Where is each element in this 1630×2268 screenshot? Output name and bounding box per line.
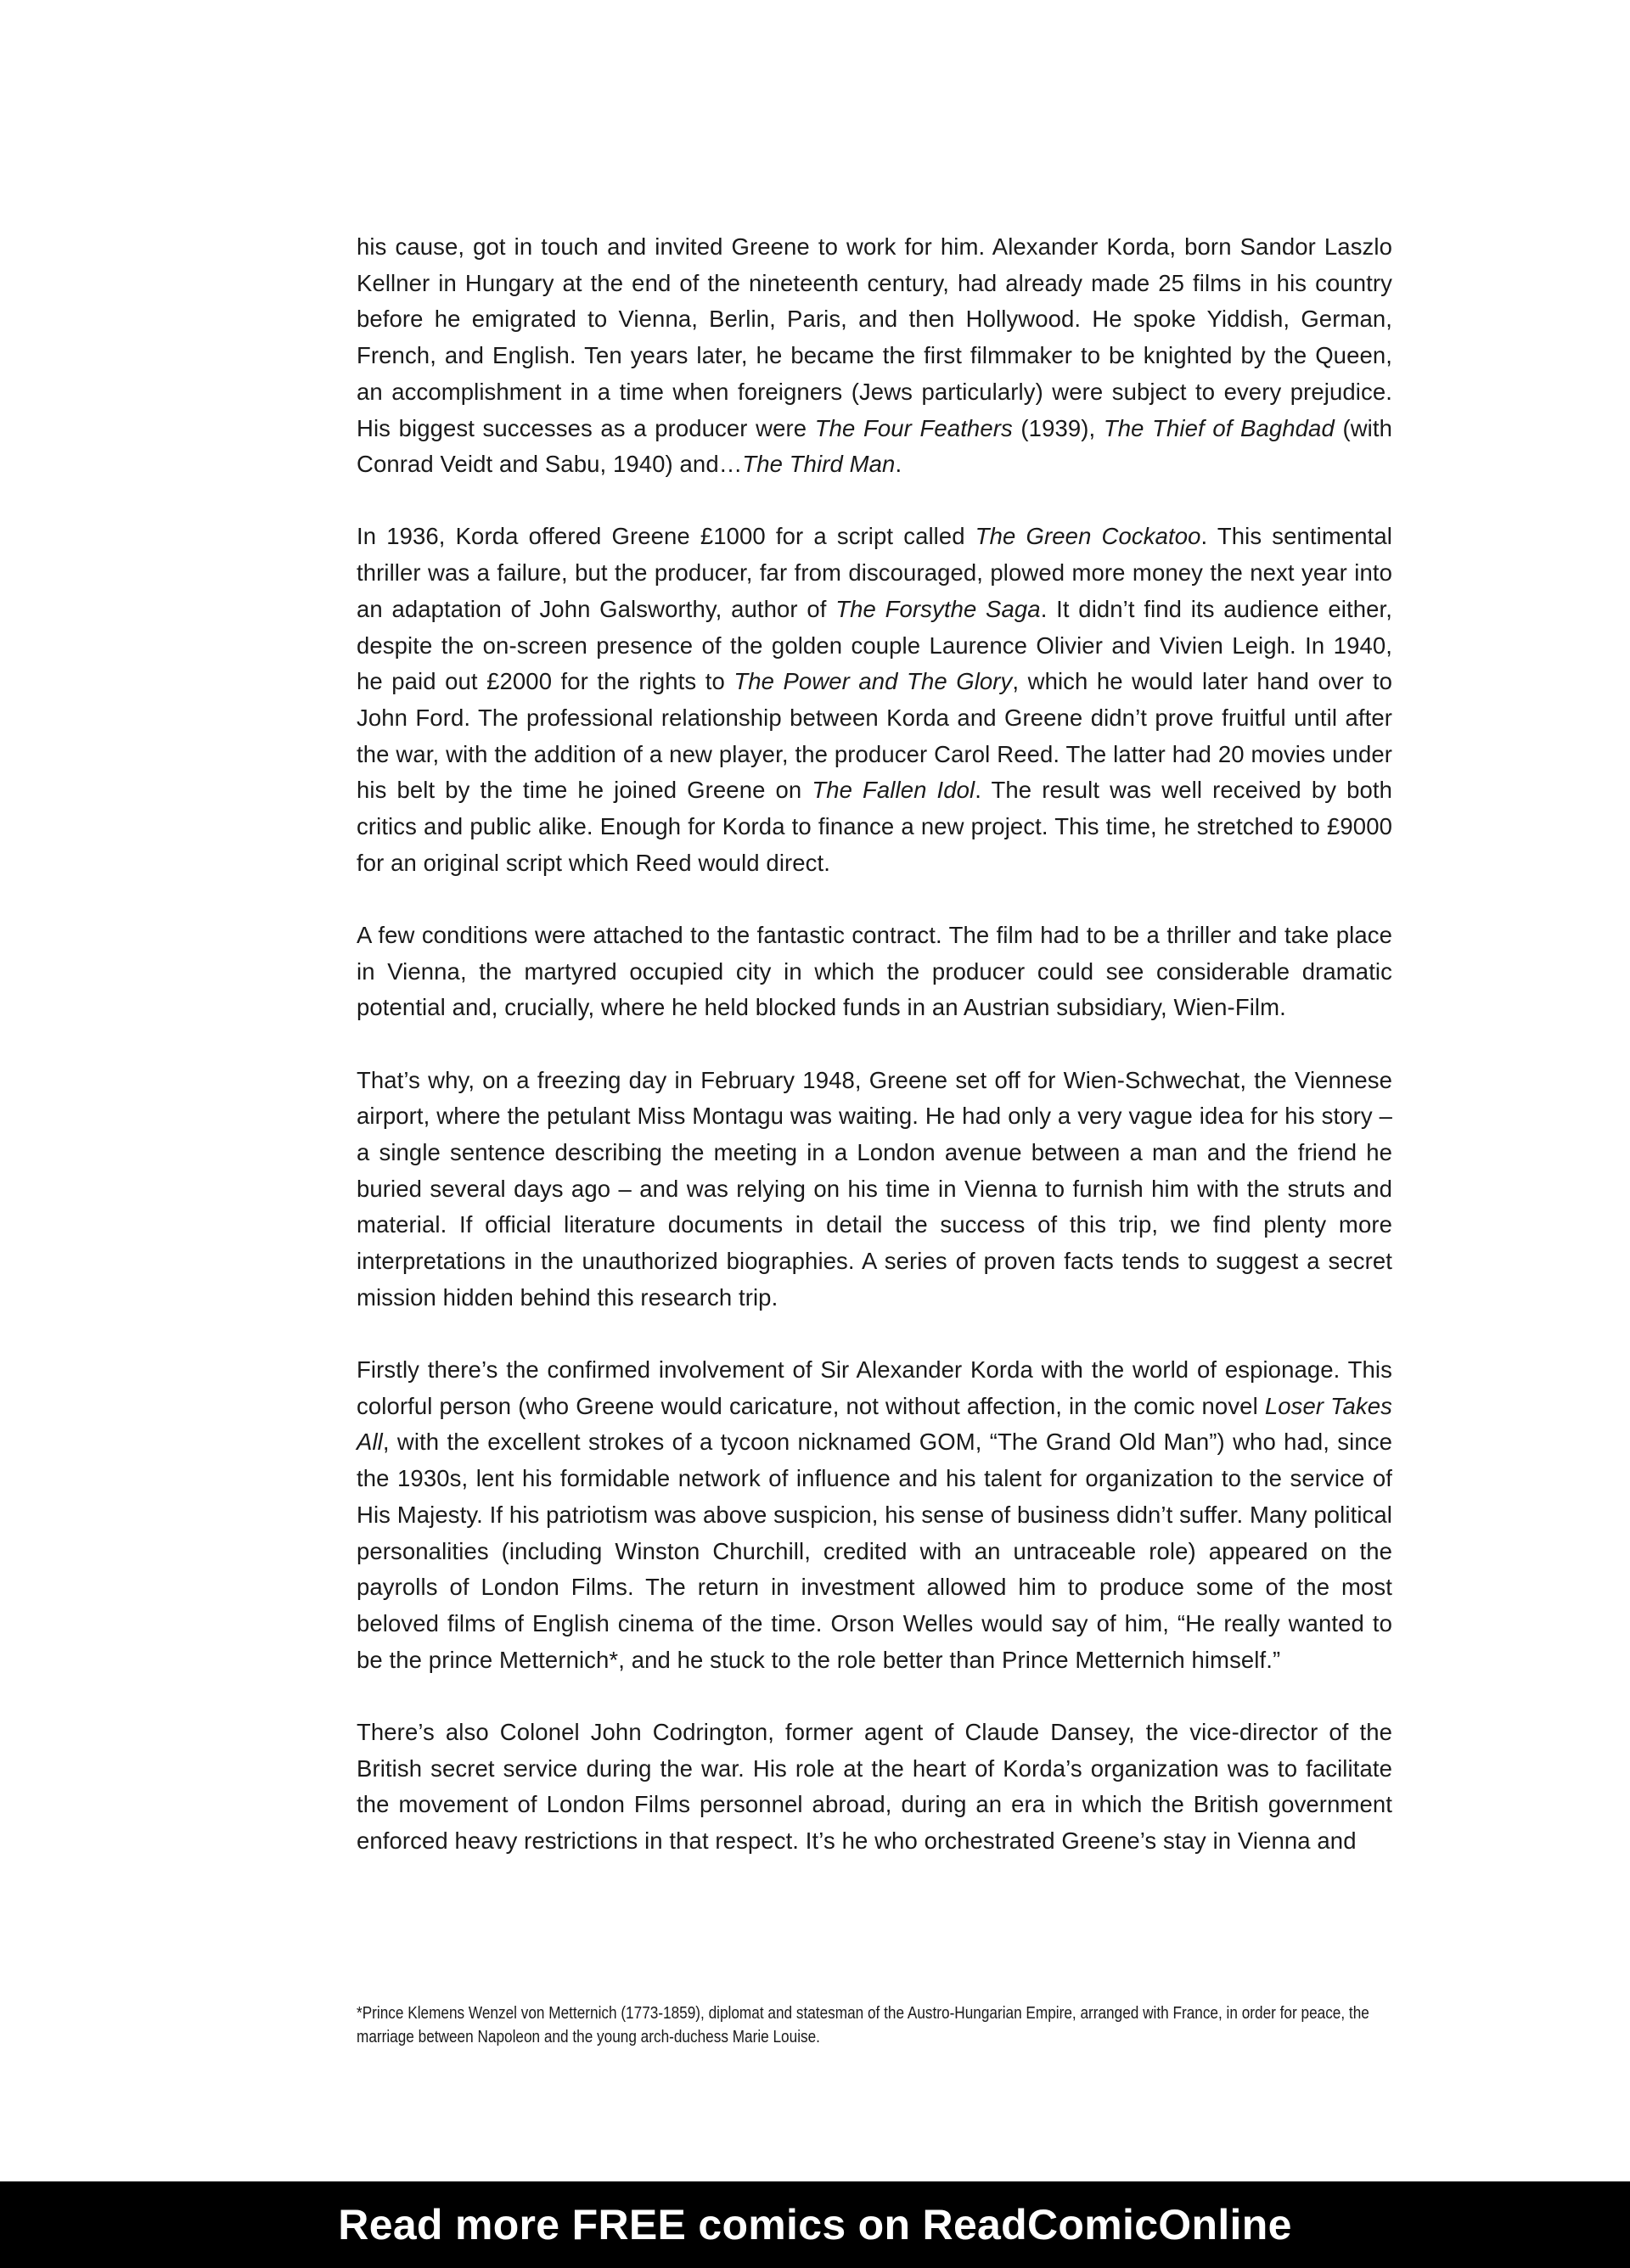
text-run: , with the excellent strokes of a tycoon nicknamed GOM, “The Grand Old Man”) who had, since the 1930s, lent his formidable network of influence and his talent for organization to the service of His Majesty. If his patriotism was above suspicion, his sense of business didn’t suffer. Many political personalities (including Winston Churchill, credited with an untraceable role) appeared on the payrolls of London Films. The return in investment allowed him to produce some of the most beloved films of English cinema of the time. Orson Welles would say of him, “He really wanted to be the prince Metternich*, and he stuck to the role better than Prince Metternich himself.” [357,1429,1392,1673]
promo-banner-text[interactable]: Read more FREE comics on ReadComicOnline [338,2201,1292,2248]
footnote: *Prince Klemens Wenzel von Metternich (1773-1859), diplomat and statesman of the Austro-Hungarian Empire, arranged with France, in order for peace, the marriage between Napoleon and the young arch-duchess Marie Louise. [357,2004,1369,2046]
text-run: (1939), [1012,414,1104,441]
text-run: . The result was well received by both critics and public alike. Enough for Korda to finance a new project. This time, he stretched to £9000 for an original script which Reed would direct. [357,777,1392,876]
paragraph-6 [357,1715,1392,1860]
promo-banner[interactable] [0,2181,1630,2268]
italic-title: The Thief of Baghdad [1103,414,1335,441]
paragraph-3 [357,918,1392,1026]
text-run: . [895,451,902,478]
text-run: Firstly there’s the confirmed involvement of Sir Alexander Korda with the world of espionage. This colorful person (who Greene would caricature, not without affection, in the comic novel [357,1356,1392,1419]
text-run: In 1936, Korda offered Greene £1000 for a script called [357,523,975,550]
paragraph-4 [357,1063,1392,1316]
text-run: his cause, got in touch and invited Greene to work for him. Alexander Korda, born Sandor Laszlo Kellner in Hungary at the end of the nineteenth century, had already made 25 films in his country before he emigrated to Vienna, Berlin, Paris, and then Hollywood. He spoke Yiddish, German, French, and English. Ten years later, he became the first filmmaker to be knighted by the Queen, an accomplishment in a time when foreigners (Jews particularly) were subject to every prejudice. His biggest successes as a producer were [357,233,1392,441]
text-run: (with Conrad Veidt and Sabu, 1940) and… [357,414,1392,478]
italic-title: The Forsythe Saga [835,595,1041,622]
text-run: A few conditions were attached to the fantastic contract. The film had to be a thriller and take place in Vienna, the martyred occupied city in which the producer could see considerable dramatic potential and, crucially, where he held blocked funds in an Austrian subsidiary, Wien-Film. [357,921,1392,1021]
italic-title: The Fallen Idol [812,777,975,804]
text-run: That’s why, on a freezing day in February 1948, Greene set off for Wien-Schwechat, the Viennese airport, where the petulant Miss Montagu was waiting. He had only a very vague idea for his story – a single sentence describing the meeting in a London avenue between a man and the friend he buried several days ago – and was relying on his time in Vienna to furnish him with the struts and material. If official literature documents in detail the success of this trip, we find plenty more interpretations in the unauthorized biographies. A series of proven facts tends to suggest a secret mission hidden behind this research trip. [357,1066,1392,1311]
page-body [357,229,1392,1895]
text-run: There’s also Colonel John Codrington, former agent of Claude Dansey, the vice-director of the British secret service during the war. His role at the heart of Korda’s organization was to facilitate the movement of London Films personnel abroad, during an era in which the British government enforced heavy restrictions in that respect. It’s he who orchestrated Greene’s stay in Vienna and [357,1718,1392,1854]
paragraph-1 [357,229,1392,483]
italic-title: The Third Man [742,451,896,478]
italic-title: Loser Takes All [357,1392,1392,1456]
italic-title: The Four Feathers [814,414,1013,441]
italic-title: The Power and The Glory [734,668,1013,695]
text-run: . It didn’t find its audience either, despite the on-screen presence of the golden couple Laurence Olivier and Vivien Leigh. In 1940, he paid out £2000 for the rights to [357,595,1392,695]
text-run: . This sentimental thriller was a failure, but the producer, far from discouraged, plowed more money the next year into an adaptation of John Galsworthy, author of [357,523,1392,622]
paragraph-5 [357,1352,1392,1678]
paragraph-2 [357,519,1392,881]
italic-title: The Green Cockatoo [975,523,1201,550]
text-run: , which he would later hand over to John Ford. The professional relationship between Korda and Greene didn’t prove fruitful until after the war, with the addition of a new player, the producer Carol Reed. The latter had 20 movies under his belt by the time he joined Greene on [357,668,1392,804]
